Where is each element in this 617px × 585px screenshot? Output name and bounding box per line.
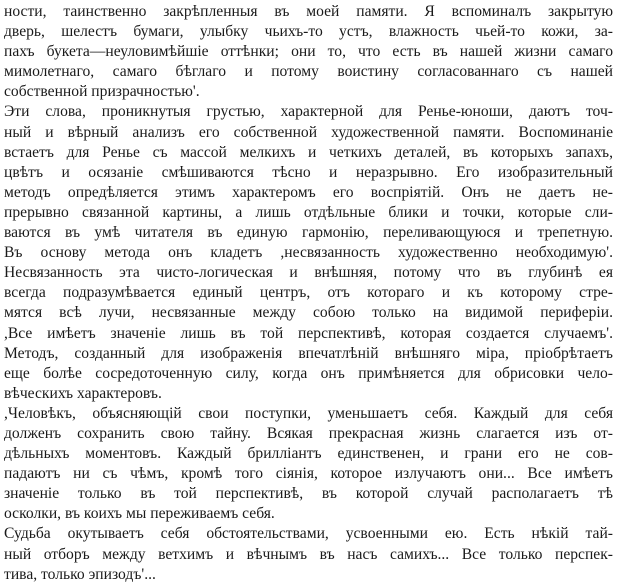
text-line: мимолетнаго, самаго бѣглаго и потому воистину согласованнаго съ нашей — [4, 63, 613, 81]
text-line: ный отборъ между ветхимъ и вѣчнымъ въ насъ самихъ... Все только перспек- — [4, 545, 613, 563]
text-line: мятся всѣ лучи, несвязанные между собою только на видимой периферiи. — [4, 304, 613, 322]
text-line: ности, таинственно закрѣпленныя въ моей памяти. Я вспоминалъ закрытую — [4, 3, 613, 20]
document-page — [4, 2, 613, 583]
text-line: значенiе только въ той перспективѣ, въ которой случай располагаетъ тѣ — [4, 485, 613, 503]
text-line: еще болѣе сосредоточенную силу, когда онъ примѣняется для обрисовки чело- — [4, 364, 613, 382]
text-line: собственной призрачностью'. — [4, 83, 200, 101]
text-line: прерывно связанной картины, а лишь отдѣльные блики и точки, которые сли- — [4, 203, 613, 221]
text-line: осколки, въ коихъ мы переживаемъ себя. — [4, 505, 275, 523]
text-line: ,Все имѣетъ значенiе лишь въ той перспективѣ, которая создается случаемъ'. — [4, 324, 613, 342]
text-line: падаютъ ни съ чѣмъ, кромѣ того сiянiя, которое излучаютъ они... Все имѣетъ — [4, 465, 613, 483]
text-line: встаетъ для Ренье съ массой мелкихъ и четкихъ деталей, въ которыхъ запахъ, — [4, 143, 613, 161]
text-line: пахъ букета—неуловимѣйшiе оттѣнки; они то, что есть въ нашей жизни самаго — [4, 43, 613, 61]
text-line: тива, только эпизодъ'... — [4, 565, 156, 583]
text-line: долженъ сохранить свою тайну. Всякая прекрасная жизнь слагается изъ от- — [4, 424, 613, 442]
text-line: Несвязанность эта чисто-логическая и внѣшняя, потому что въ глубинѣ ея — [4, 264, 613, 282]
text-line: методъ опредѣляется этимъ характеромъ его воспрiятiй. Онъ не даетъ не- — [4, 183, 613, 201]
text-line: вѣческихъ характеровъ. — [4, 384, 162, 402]
text-line: дверь, шелестъ бумаги, улыбку чьихъ-то устъ, влажность чьей-то кожи, за- — [4, 23, 613, 41]
text-line: дѣльныхъ моментовъ. Каждый брилліантъ единственен, и грани его не сов- — [4, 445, 613, 463]
text-line: цвѣтъ и осязанiе смѣшиваются тѣсно и неразрывно. Его изобразительный — [4, 163, 613, 181]
text-line: Судьба окутываетъ себя обстоятельствами, усвоенными ею. Есть нѣкiй тай- — [4, 525, 613, 543]
text-line: ваются въ умѣ читателя въ единую гармонiю, переливающуюся и трепетную. — [4, 224, 613, 242]
text-line: ный и вѣрный анализъ его собственной художественной памяти. Воспоминанiе — [4, 123, 613, 141]
text-line: Въ основу метода онъ кладетъ ,несвязанность художественно необходимую'. — [4, 244, 613, 262]
text-line: Методъ, созданный для изображенiя впечатлѣнiй внѣшняго мiра, прiобрѣтаетъ — [4, 344, 613, 362]
text-line: ,Человѣкъ, объясняющiй свои поступки, уменьшаетъ себя. Каждый для себя — [4, 404, 613, 422]
text-line: всегда подразумѣвается единый центръ, отъ котораго и къ которому стре- — [4, 284, 613, 302]
text-line: Эти слова, проникнутыя грустью, характерной для Ренье-юноши, даютъ точ- — [4, 103, 613, 121]
